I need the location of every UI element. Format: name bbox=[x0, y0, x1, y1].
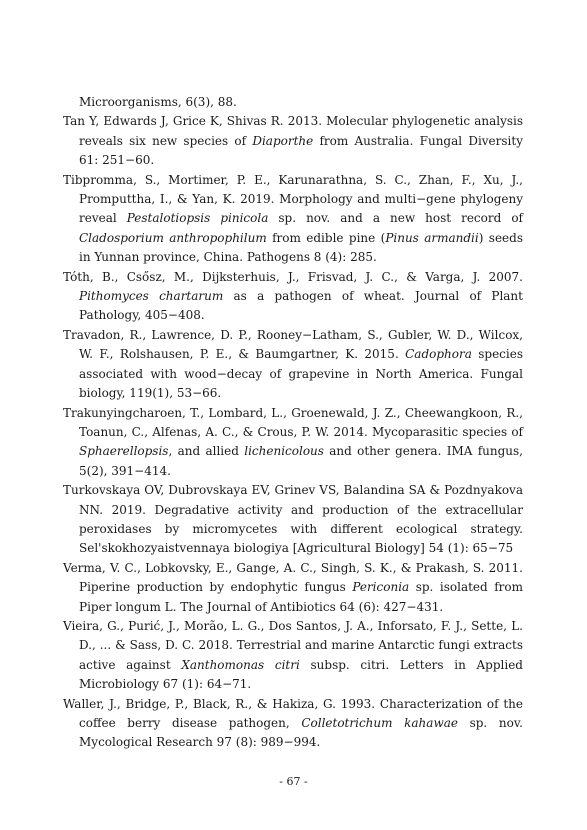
reference-entry bbox=[63, 481, 523, 559]
reference-italic-text: Pithomyces chartarum bbox=[79, 289, 224, 304]
reference-text: Tan Y, Edwards J, Grice K, Shivas R. 2013. Molecular phylogenetic analysis reveals six new species of bbox=[63, 114, 523, 148]
reference-text: from Australia. Fungal Diversity 61: 251−60. bbox=[79, 133, 523, 168]
reference-text: , and allied bbox=[168, 444, 245, 459]
reference-text: and other genera. IMA fungus, 5(2), 391−414. bbox=[79, 444, 523, 478]
reference-text: Verma, V. C., Lobkovsky, E., Gange, A. C., Singh, S. K., & Prakash, S. 2011. Piperine production by endophytic fungus bbox=[63, 560, 523, 595]
reference-text: Vieira, G., Purić, J., Morão, L. G., Dos Santos, J. A., Inforsato, F. J., Sette, L. D., ... & Sass, D. C. 2018. Terrestrial and marine Antarctic fungi extracts active against bbox=[63, 618, 523, 672]
reference-text: Waller, J., Bridge, P., Black, R., & Hakiza, G. 1993. Characterization of the coffee berry disease pathogen, bbox=[63, 696, 523, 730]
reference-text: sp. nov. and a new host record of bbox=[268, 211, 523, 226]
reference-text: Travadon, R., Lawrence, D. P., Rooney−Latham, S., Gubler, W. D., Wilcox, W. F., Rolshausen, P. E., & Baumgartner, K. 2015. bbox=[63, 327, 523, 362]
reference-entry bbox=[63, 559, 523, 617]
reference-italic-text: lichenicolous bbox=[244, 444, 324, 459]
page-number: - 67 - bbox=[279, 775, 308, 788]
reference-text: as a pathogen of wheat. Journal of Plant Pathology, 405−408. bbox=[79, 289, 523, 323]
reference-text: from edible pine ( bbox=[266, 230, 386, 245]
reference-text: Turkovskaya OV, Dubrovskaya EV, Grinev VS, Balandina SA & Pozdnyakova NN. 2019. Degradative activity and production of the extracellular peroxidases by micromycetes with different ecological strategy. Sel'skokhozyaistvennaya biologiya [Agricultural Biology] 54 (1): 65−75 bbox=[63, 483, 523, 556]
reference-italic-text: Sphaerellopsis bbox=[79, 444, 169, 459]
reference-entry bbox=[63, 404, 523, 482]
reference-text: sp. nov. Mycological Research 97 (8): 989−994. bbox=[79, 716, 523, 750]
reference-italic-text: Pinus armandii bbox=[385, 230, 479, 245]
reference-list bbox=[63, 93, 523, 753]
reference-entry bbox=[63, 326, 523, 404]
reference-text: sp. isolated from Piper longum L. The Journal of Antibiotics 64 (6): 427−431. bbox=[79, 580, 524, 614]
reference-text: ) seeds in Yunnan province, China. Pathogens 8 (4): 285. bbox=[79, 230, 524, 265]
reference-italic-text: Diaporthe bbox=[252, 133, 314, 148]
reference-text: species associated with wood−decay of grapevine in North America. Fungal biology, 119(1), 53−66. bbox=[79, 347, 523, 401]
reference-italic-text: Colletotrichum kahawae bbox=[301, 716, 458, 730]
reference-text: Microorganisms, 6(3), 88. bbox=[79, 95, 237, 109]
reference-entry bbox=[63, 268, 523, 326]
reference-entry bbox=[63, 171, 523, 268]
reference-entry bbox=[63, 617, 523, 695]
reference-text: subsp. citri. Letters in Applied Microbiology 67 (1): 64−71. bbox=[79, 657, 523, 692]
reference-text: Trakunyingcharoen, T., Lombard, L., Groenewald, J. Z., Cheewangkoon, R., Toanun, C., Alfenas, A. C., & Crous, P. W. 2014. Mycoparasitic species of bbox=[63, 405, 523, 439]
reference-entry bbox=[63, 93, 523, 112]
reference-entry bbox=[63, 695, 523, 753]
reference-italic-text: Cadophora bbox=[405, 347, 472, 362]
reference-entry bbox=[63, 112, 523, 170]
reference-italic-text: Xanthomonas citri bbox=[181, 657, 300, 672]
reference-italic-text: Pestalotiopsis pinicola bbox=[126, 211, 269, 226]
reference-text: Tóth, B., Csősz, M., Dijksterhuis, J., Frisvad, J. C., & Varga, J. 2007. bbox=[63, 269, 523, 284]
reference-italic-text: Periconia bbox=[352, 580, 410, 595]
reference-text: Tibpromma, S., Mortimer, P. E., Karunarathna, S. C., Zhan, F., Xu, J., Promputtha, I., & Yan, K. 2019. Morphology and multi−gene phylogeny reveal bbox=[63, 172, 523, 226]
reference-italic-text: Cladosporium anthropophilum bbox=[79, 230, 267, 245]
